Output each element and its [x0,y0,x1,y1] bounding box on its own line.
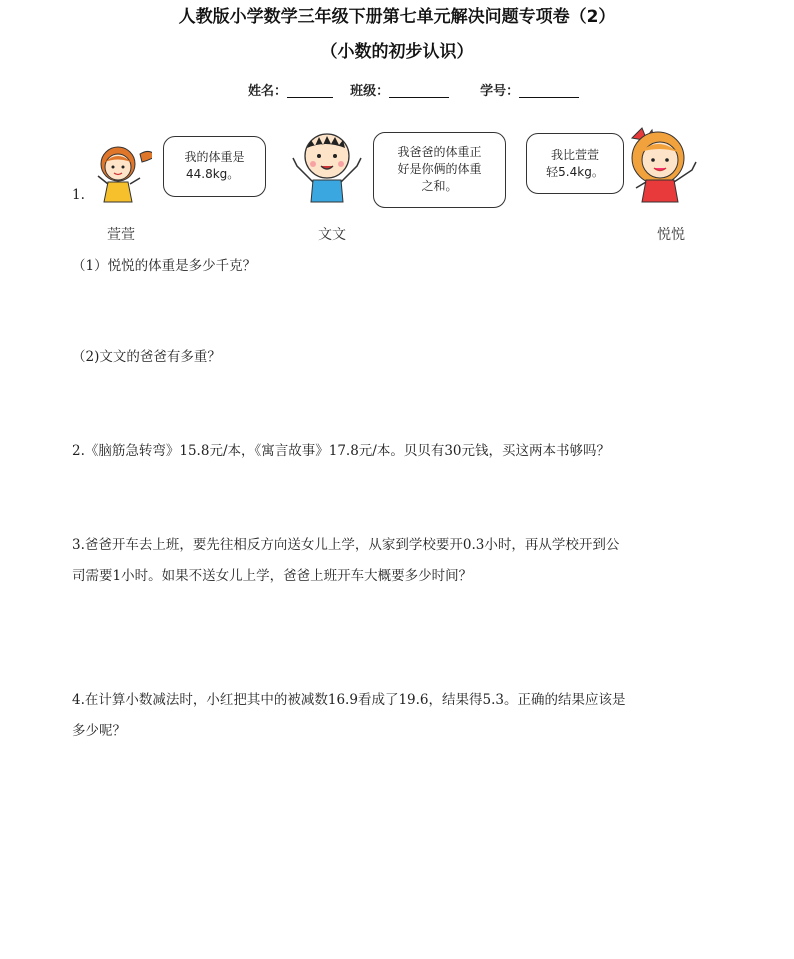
q3-line2: 司需要1小时。如果不送女儿上学，爸爸上班开车大概要多少时间？ [72,568,473,584]
name-wenwen: 文文 [318,227,346,243]
bubble-yueyue: 我比萱萱 轻5.4kg。 [526,133,624,194]
boy-wenwen-illustration [285,128,369,206]
page-title: 人教版小学数学三年级下册第七单元解决问题专项卷（2） [178,7,616,27]
class-blank[interactable] [389,83,449,98]
q4-line1: 4.在计算小数减法时，小红把其中的被减数16.9看成了19.6，结果得5.3。正确的结果应该是 [72,692,626,708]
q3-line1: 3.爸爸开车去上班，要先往相反方向送女儿上学，从家到学校要开0.3小时，再从学校开到公 [72,537,620,553]
girl-yueyue-illustration [622,122,706,204]
girl-xuanxuan-illustration [88,136,152,204]
student-info-row [248,80,579,99]
name-xuanxuan: 萱萱 [107,227,135,243]
name-label: 姓名： [248,84,288,99]
page-subtitle: （小数的初步认识） [320,42,474,62]
name-blank[interactable] [287,83,333,98]
id-blank[interactable] [519,83,579,98]
class-label: 班级： [350,84,390,99]
id-label: 学号： [480,84,520,99]
name-yueyue: 悦悦 [657,227,685,243]
bubble-xuanxuan: 我的体重是 44.8kg。 [163,136,266,197]
q1-sub1: （1）悦悦的体重是多少千克？ [72,258,257,274]
q1-sub2: （2)文文的爸爸有多重？ [72,349,221,365]
q1-number: 1. [72,187,85,203]
bubble-wenwen: 我爸爸的体重正 好是你俩的体重 之和。 [373,132,506,208]
q2-text: 2.《脑筋急转弯》15.8元/本，《寓言故事》17.8元/本。贝贝有30元钱，买这两本书够吗？ [72,443,611,459]
q4-line2: 多少呢？ [72,723,126,739]
